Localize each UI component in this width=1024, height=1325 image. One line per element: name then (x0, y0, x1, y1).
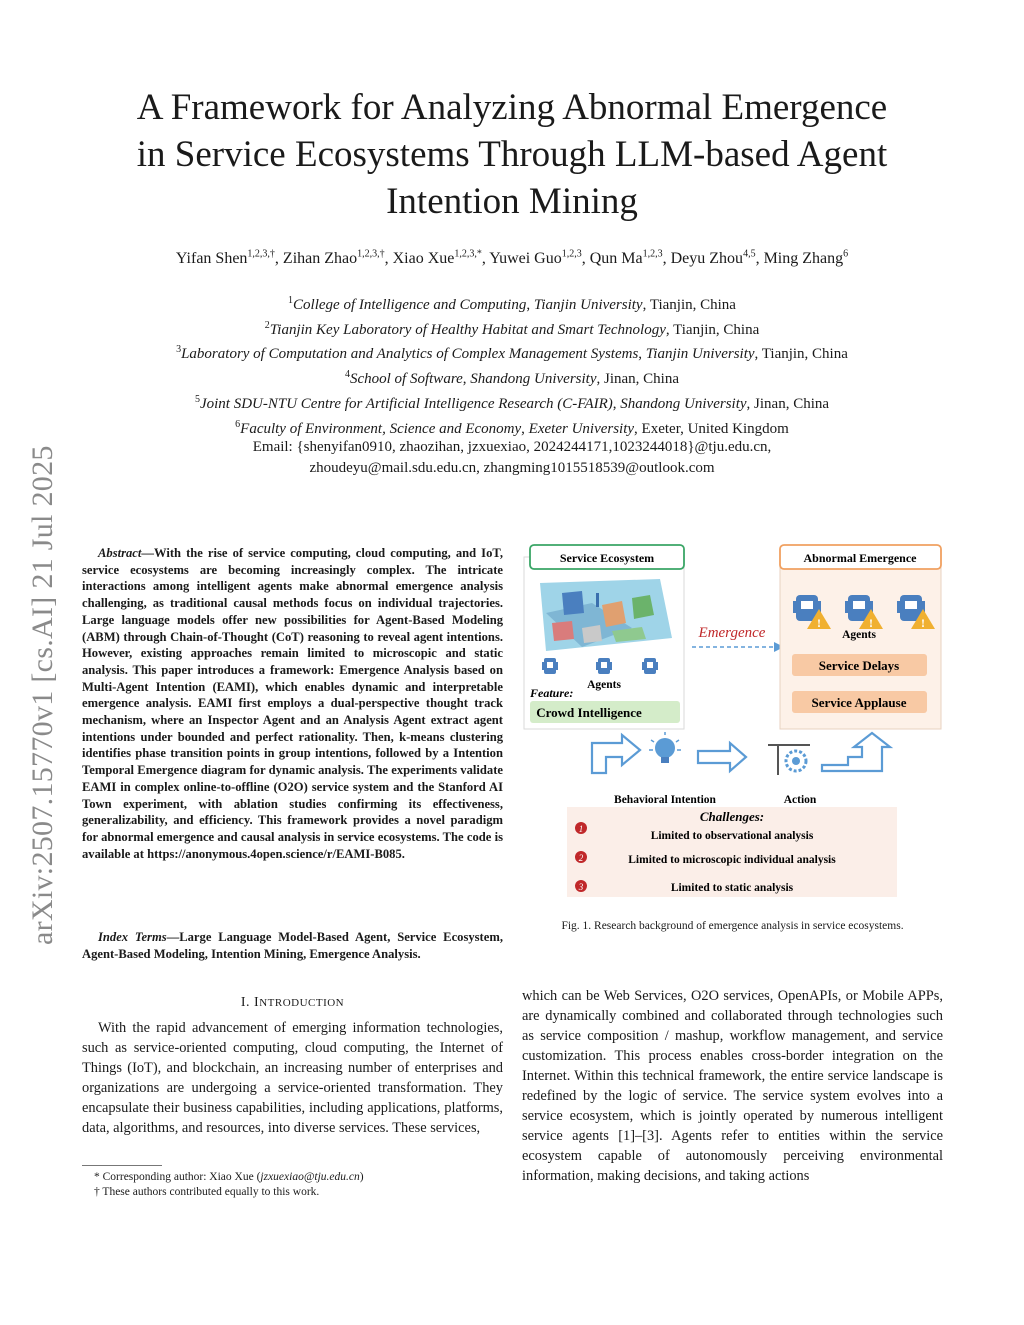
author: Xiao Xue$^{1,2,3,*}$, (392, 249, 490, 268)
abstract-label: Abstract (98, 546, 142, 560)
svg-text:!: ! (817, 616, 821, 630)
agents-label-left: Agents (587, 679, 621, 691)
service-delays-label: Service Delays (818, 658, 900, 673)
svg-text:1: 1 (578, 824, 584, 834)
agent-robot-icon (542, 658, 558, 674)
emergence-label: Emergence (698, 625, 766, 641)
affiliation: $^3$Laboratory of Computation and Analytics of Complex Management Systems, Tianjin University, Tianjin, China (176, 344, 848, 363)
title-line: in Service Ecosystems Through LLM-based Agent (136, 134, 888, 175)
author: Yuwei Guo$^{1,2,3}$, (489, 249, 590, 268)
title-line: A Framework for Analyzing Abnormal Emergence (136, 87, 888, 128)
footnotes (82, 1170, 515, 1200)
index-terms-label: Index Terms (98, 930, 167, 944)
intro-paragraph: With the rapid advancement of emerging information technologies, such as service-oriented computing, cloud computing, the Internet of Things (IoT), and blockchain, an increasing number of enterprises and organizations are undergoing a service-oriented transformation. They encapsulate their business capabilities, including applications, platforms, data, algorithms, and resources, into diverse services. These services, (82, 1020, 503, 1136)
email-block (40, 437, 984, 479)
crowd-intelligence-label: Crowd Intelligence (536, 705, 642, 720)
abnormal-emergence-label: Abnormal Emergence (803, 551, 917, 565)
author-list (40, 249, 984, 268)
feature-label: Feature: (530, 686, 574, 700)
author: Ming Zhang$^6$ (763, 249, 849, 268)
title-line: Intention Mining (386, 181, 638, 222)
figure-caption: Fig. 1. Research background of emergence analysis in service ecosystems. (561, 920, 904, 932)
affiliations (40, 291, 984, 439)
affiliation: $^1$College of Intelligence and Computing, Tianjin University, Tianjin, China (288, 295, 736, 313)
flow-arrow-right (698, 743, 746, 771)
email-line: zhoudeyu@mail.sdu.edu.cn, zhangming1015518539@outlook.com (309, 460, 715, 476)
right-column-paragraph: which can be Web Services, O2O services, OpenAPIs, or Mobile APPs, are dynamically combined and collaborated through technologies such as service composition / mashup, workflow management, and service customization. This process enables cross-border integration on the Internet. Within this technical framework, the entire service landscape is redefined by the logic of service. The service system evolves into a service ecosystem, which is jointly operated by numerous intelligent service agents [1]–[3]. Agents refer to entities within the service ecosystem capable of autonomously perceiving environmental information, making decisions, and taking actions (522, 988, 943, 1184)
author: Zihan Zhao$^{1,2,3,\dagger}$, (282, 249, 393, 268)
lightbulb-icon (649, 732, 681, 763)
action-label: Action (783, 794, 817, 806)
agents-label-right: Agents (842, 629, 876, 641)
affiliation: $^6$Faculty of Environment, Science and Economy, Exeter University, Exeter, United Kingdom (235, 418, 789, 437)
index-terms (82, 929, 503, 962)
paper-title (60, 84, 964, 225)
footnote-equal: † These authors contributed equally to this work. (94, 1186, 320, 1198)
agent-robot-icon (596, 658, 612, 674)
affiliation: $^2$Tianjin Key Laboratory of Healthy Habitat and Smart Technology, Tianjin, China (264, 319, 760, 338)
footnote-divider (82, 1165, 162, 1166)
service-ecosystem-label: Service Ecosystem (559, 551, 655, 565)
crane-gear-icon (768, 745, 810, 775)
agent-robot-icon (642, 658, 658, 674)
affiliation: $^4$School of Software, Shandong University, Jinan, China (344, 369, 679, 388)
footnote-corresponding: * Corresponding author: Xiao Xue (jzxuexiao@tju.edu.cn) (94, 1171, 364, 1183)
behavioral-intention-label: Behavioral Intention (614, 794, 716, 806)
flow-arrow-up-right (592, 735, 640, 773)
abstract-text: —With the rise of service computing, cloud computing, and IoT, service ecosystems are becoming increasingly complex. The intricate interactions among intelligent agents make abnormal emergence analysis challenging, as traditional causal methods focus on individual trajectories. Large language models offer new possibilities for Agent-Based Modeling (ABM) through Chain-of-Thought (CoT) reasoning to reveal agent intentions. However, existing approaches remain limited to microscopic and static analysis. This paper introduces a framework: Emergence Analysis based on Multi-Agent Intention (EAMI), which enables dynamic and interpretable emergence analysis. EAMI first employs a dual-perspective thought track mechanism, where an Inspector Agent and an Analysis Agent extract agent intentions under bounded and perfect rationality. Then, k-means clustering identifies phase transition points in group intentions, followed by a Intention Temporal Emergence diagram for dynamic analysis. The experiments validate EAMI in complex online-to-offline (O2O) service system and the Stanford AI Town experiment, with ablation studies confirming its effectiveness, generalizability, and efficiency. This framework provides a novel paradigm for abnormal emergence and causal analysis in service ecosystems. The code is available at https://anonymous.4open.science/r/EAMI-B085. (82, 546, 503, 861)
index-terms-text: —Large Language Model-Based Agent, Service Ecosystem, Agent-Based Modeling, Intention Mining, Emergence Analysis. (82, 930, 503, 961)
svg-text:3: 3 (578, 882, 584, 892)
figure-1 (522, 543, 943, 903)
affiliation: $^5$Joint SDU-NTU Centre for Artificial Intelligence Research (C-FAIR), Shandong University, Jinan, China (194, 393, 830, 412)
svg-text:2: 2 (578, 853, 584, 863)
arxiv-identifier: arXiv:2507.15770v1 [cs.AI] 21 Jul 2025 (26, 445, 59, 945)
author: Yifan Shen$^{1,2,3,\dagger}$, (175, 249, 283, 268)
email-line: Email: {shenyifan0910, zhaozihan, jzxuexiao, 2024244171,1023244018}@tju.edu.cn, (252, 439, 772, 455)
svg-text:!: ! (921, 616, 925, 630)
svg-text:Limited to microscopic individ: Limited to microscopic individual analysis (628, 854, 836, 866)
section-heading: I. INTRODUCTION (240, 995, 345, 1010)
challenges-title: Challenges: (699, 809, 765, 824)
svg-text:Limited to observational analy: Limited to observational analysis (650, 830, 814, 842)
service-applause-label: Service Applause (811, 695, 907, 710)
flow-arrow-right-up (822, 733, 890, 771)
svg-text:!: ! (869, 616, 873, 630)
svg-text:Limited to static analysis: Limited to static analysis (670, 882, 794, 894)
author: Qun Ma$^{1,2,3}$, (589, 249, 671, 268)
abstract (82, 545, 503, 862)
author: Deyu Zhou$^{4,5}$, (670, 249, 764, 268)
